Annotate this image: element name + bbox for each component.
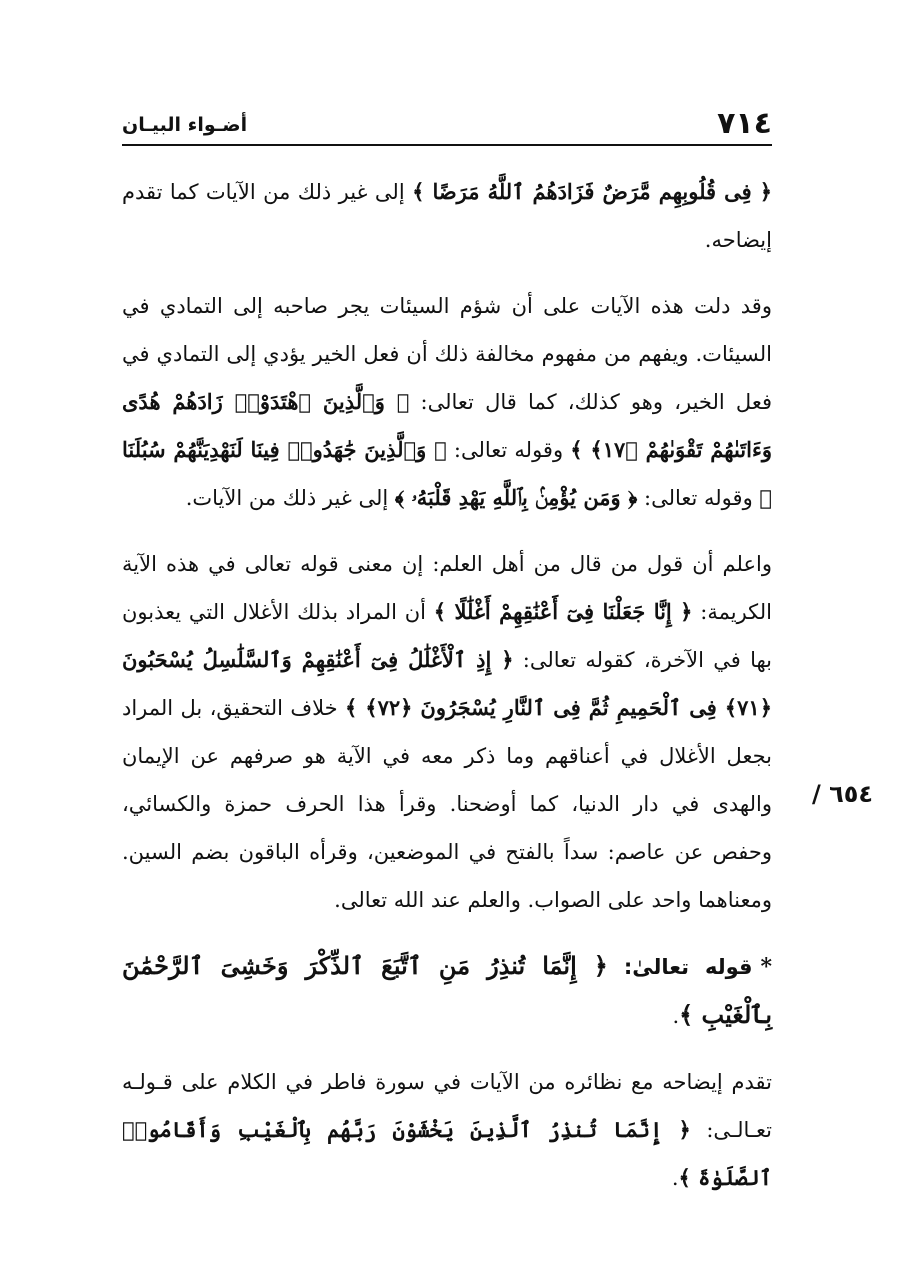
paragraph-5: [122, 1058, 772, 1202]
quran-verse: ﴿ إِنَّمَا تُنذِرُ مَنِ ٱتَّبَعَ ٱلذِّكْرَ وَخَشِىَ ٱلرَّحْمَٰنَ بِٱلْغَيْبِ ﴾: [122, 951, 772, 1029]
quran-verse: ﴿ وَٱلَّذِينَ جَٰهَدُوا۟ فِينَا لَنَهْدِيَنَّهُمْ سُبُلَنَا ﴾: [122, 437, 772, 510]
quran-verse: ﴿ وَٱلَّذِينَ ٱهْتَدَوْا۟ زَادَهُمْ هُدًى وَءَاتَىٰهُمْ تَقْوَىٰهُمْ ﴿١٧﴾ ﴾: [122, 389, 772, 462]
paragraph-text: إلى غير ذلك من الآيات.: [185, 486, 395, 510]
star-marker: *: [760, 954, 773, 980]
book-page: [122, 100, 772, 1220]
margin-page-marker: ٦٥٤ /: [812, 780, 874, 808]
paragraph-3: [122, 540, 772, 924]
heading-end: .: [672, 1004, 680, 1028]
quran-verse: ﴿ إِنَّا جَعَلْنَا فِىٓ أَعْنَٰقِهِمْ أَغْلَٰلًا ﴾: [433, 599, 693, 624]
paragraph-end: .: [671, 1166, 679, 1190]
page-body: [122, 168, 772, 1202]
paragraph-1: [122, 168, 772, 264]
paragraph-text: أن المراد بذلك الأغلال التي يعذبون بها في الآخرة، كقوله تعالى:: [122, 600, 772, 672]
page-header: [122, 100, 772, 146]
page-number: ٧١٤: [717, 106, 772, 141]
paragraph-text: تقدم إيضاحه مع نظائره من الآيات في سورة فاطر في الكلام على قـولـه تعـالـى:: [122, 1070, 773, 1142]
paragraph-text: واعلم أن قول من قال من أهل العلم: إن معنى قوله تعالى في هذه الآية الكريمة:: [122, 552, 772, 624]
quran-verse: ﴿ إِنَّمَا تُنذِرُ ٱلَّذِينَ يَخْشَوْنَ رَبَّهُم بِٱلْغَيْبِ وَأَقَامُوا۟ ٱلصَّلَوٰةَ ﴾: [122, 1117, 772, 1190]
quran-verse: ﴿ وَمَن يُؤْمِنۢ بِٱللَّهِ يَهْدِ قَلْبَهُۥ ﴾: [394, 485, 638, 510]
paragraph-2: [122, 282, 772, 522]
quran-verse: ﴿ إِذِ ٱلْأَغْلَٰلُ فِىٓ أَعْنَٰقِهِمْ وَٱلسَّلَٰسِلُ يُسْحَبُونَ ﴿٧١﴾ فِى ٱلْحَمِيمِ ثُمَّ فِى ٱلنَّارِ يُسْجَرُونَ ﴿٧٢﴾ ﴾: [122, 647, 772, 720]
heading-label: قوله تعالىٰ:: [607, 955, 753, 979]
paragraph-text: وقد دلت هذه الآيات على أن شؤم السيئات يجر صاحبه إلى التمادي في السيئات. ويفهم من مفهوم مخالفة ذلك أن فعل الخير يؤدي إلى التمادي في فعل الخير، وهو كذلك، كما قال تعالى:: [122, 294, 772, 414]
book-title: أضـواء البيـان: [122, 114, 248, 136]
section-heading: [122, 942, 772, 1040]
quran-verse: ﴿ فِى قُلُوبِهِم مَّرَضٌ فَزَادَهُمُ ٱللَّهُ مَرَضًا ﴾: [412, 179, 773, 204]
paragraph-text: وقوله تعالى:: [446, 438, 571, 462]
paragraph-text: خلاف التحقيق، بل المراد بجعل الأغلال في أعناقهم وما ذكر معه في الآية هو صرفهم عن الإيمان والهدى في دار الدنيا، كما أوضحنا. وقرأ هذا الحرف حمزة والكسائي، وحفص عن عاصم: سداً بالفتح في الموضعين، وقرأه الباقون بضم السين. ومعناهما واحد على الصواب. والعلم عند الله تعالى.: [122, 696, 772, 912]
paragraph-text: وقوله تعالى:: [637, 486, 760, 510]
paragraph-text: إلى غير ذلك من الآيات كما تقدم إيضاحه.: [122, 180, 772, 252]
